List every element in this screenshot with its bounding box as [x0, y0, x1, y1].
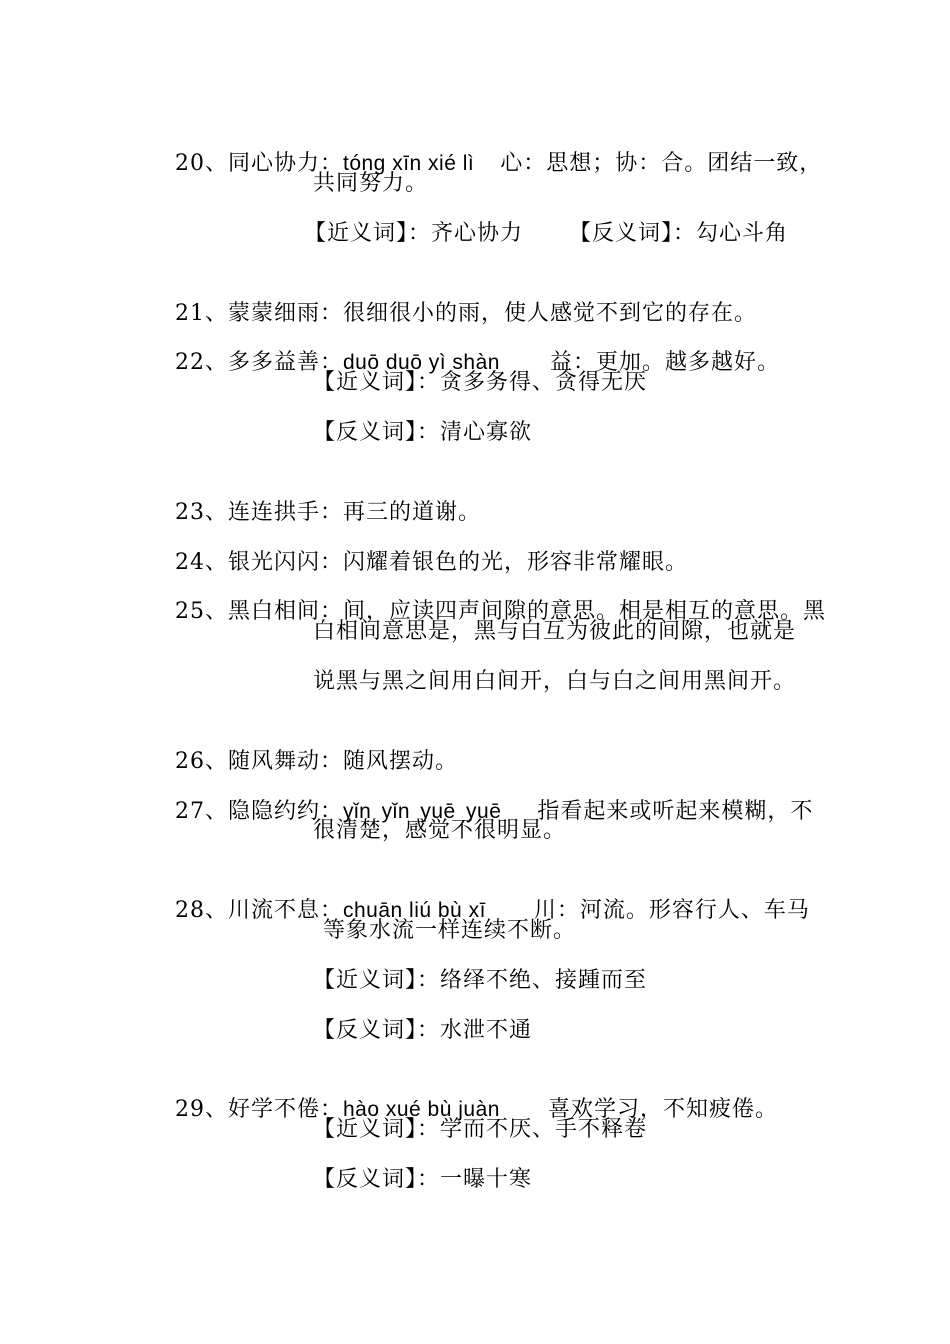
entry-27-label: 27、隐隐约约： — [174, 799, 343, 824]
entry-22-antonym: 【反义词】：清心寡欲 — [313, 420, 533, 445]
entry-28-synonym: 【近义词】：络绎不绝、接踵而至 — [313, 968, 648, 993]
entry-29-antonym: 【反义词】：一曝十寒 — [313, 1167, 533, 1192]
entry-24-definition: 闪耀着银色的光，形容非常耀眼。 — [342, 550, 688, 575]
entry-20-pinyin: tóng xīn xié lì — [342, 152, 475, 175]
entry-26-label: 26、随风舞动： — [174, 749, 343, 774]
entry-25-definition: 间，应读四声间隙的意思。相是相互的意思。黑 — [342, 599, 826, 624]
entry-23-label: 23、连连拱手： — [174, 500, 343, 525]
entry-21-definition: 很细很小的雨，使人感觉不到它的存在。 — [342, 301, 757, 326]
entry-23-definition: 再三的道谢。 — [342, 500, 481, 525]
entry-20-label: 20、同心协力： — [174, 151, 343, 176]
entry-22-synonym: 【近义词】：贪多务得、贪得无厌 — [313, 370, 648, 395]
entry-29-label: 29、好学不倦： — [174, 1097, 343, 1122]
entry-20 — [143, 119, 822, 209]
entry-28-pinyin: chuān liú bù xī — [342, 899, 486, 922]
entry-28-antonym: 【反义词】：水泄不通 — [313, 1018, 533, 1043]
entry-28-continuation: 等象水流一样连续不断。 — [323, 918, 577, 943]
entry-24-label: 24、银光闪闪： — [174, 550, 343, 575]
entry-27-continuation: 很清楚，感觉不很明显。 — [313, 818, 567, 843]
entry-27-definition: 指看起来或听起来模糊，不 — [537, 799, 814, 824]
entry-20-synonym: 【近义词】：齐心协力 — [304, 221, 524, 246]
entry-20-definition: 心：思想；协：合。团结一致， — [500, 151, 823, 176]
entry-28-label: 28、川流不息： — [174, 898, 343, 923]
entry-20-continuation: 共同努力。 — [313, 171, 429, 196]
entry-25-continuation-2: 说黑与黑之间用白间开，白与白之间用黑间开。 — [313, 669, 797, 694]
entry-27-pinyin: yǐn yǐn yuē yuē — [342, 800, 502, 823]
entry-22-definition: 益：更加。越多越好。 — [549, 350, 780, 375]
entry-22-label: 22、多多益善： — [174, 350, 343, 375]
entry-21-label: 21、蒙蒙细雨： — [174, 301, 343, 326]
entry-22-pinyin: duō duō yì shàn — [342, 351, 500, 374]
entry-28-definition: 川：河流。形容行人、车马 — [533, 898, 810, 923]
entry-25-continuation-1: 白相间意思是，黑与白互为彼此的间隙，也就是 — [313, 619, 797, 644]
entry-29-synonym: 【近义词】：学而不厌、手不释卷 — [313, 1117, 648, 1142]
entry-25-label: 25、黑白相间： — [174, 599, 343, 624]
entry-26-definition: 随风摆动。 — [342, 749, 458, 774]
entry-29-pinyin: hào xué bù juàn — [342, 1098, 500, 1121]
entry-20-antonym: 【反义词】：勾心斗角 — [569, 221, 789, 246]
entry-29-definition: 喜欢学习，不知疲倦。 — [547, 1097, 778, 1122]
